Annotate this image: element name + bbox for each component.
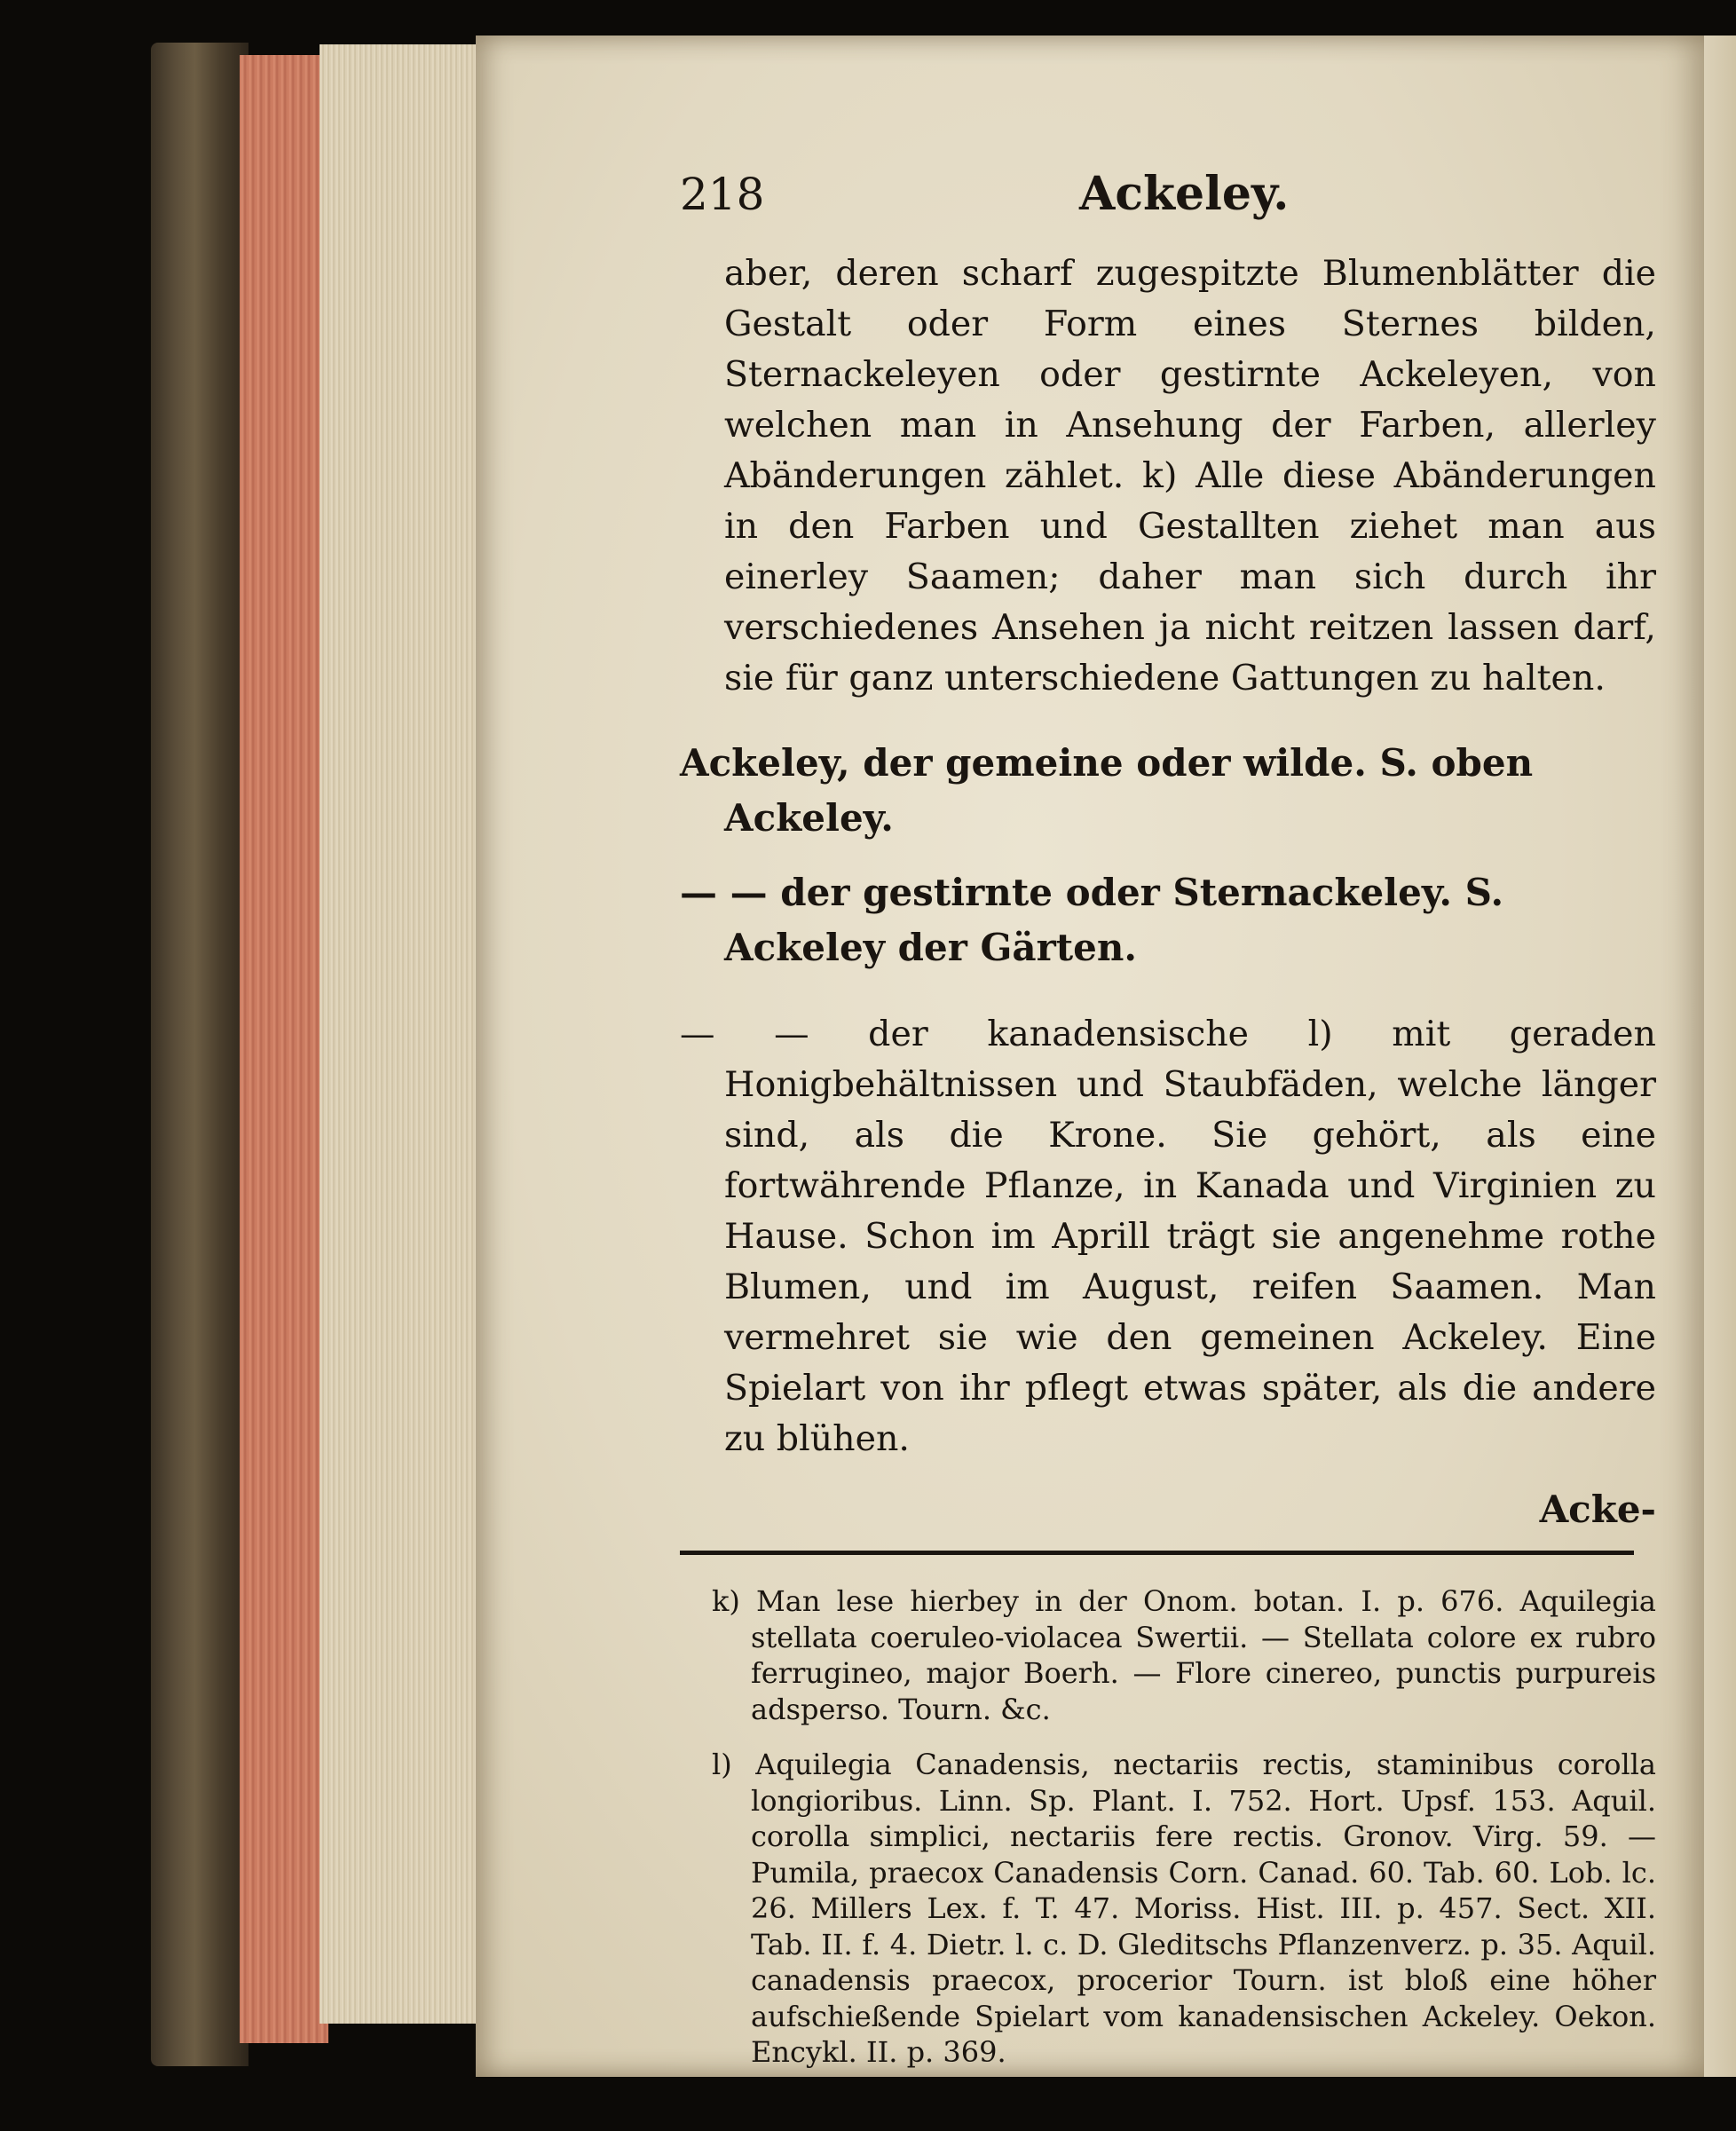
entry-ackeley-kanadensische: — — der kanadensische l) mit geraden Honigbehältnissen und Staubfäden, welche länger sind, als die Krone. Sie gehört, als eine fortwährende Pflanze, in Kanada und Virginien zu Hause. Schon im Aprill trägt sie angenehme rothe Blumen, und im August, reifen Saamen. Man vermehret sie wie den gemeinen Ackeley. Eine Spielart von ihr pflegt etwas später, als die andere zu blühen. bbox=[680, 1014, 1656, 1459]
page-number: 218 bbox=[680, 169, 765, 220]
page-stack bbox=[320, 44, 479, 2024]
footnote-k: k) Man lese hierbey in der Onom. botan. I. p. 676. Aquilegia stellata coeruleo-violacea Swertii. — Stellata colore ex rubro ferrugineo, major Boerh. — Flore cinereo, punctis purpureis adsperso. Tourn. &c. bbox=[712, 1584, 1656, 1726]
entry-ackeley-gestirnte: — — der gestirnte oder Sternackeley. S. Ackeley der Gärten. bbox=[680, 871, 1504, 969]
page-body bbox=[680, 249, 1656, 2071]
running-head: Ackeley. bbox=[1079, 167, 1290, 221]
book-page bbox=[476, 36, 1704, 2077]
body-paragraph: aber, deren scharf zugespitzte Blumenblätter die Gestalt oder Form eines Sternes bilden, Sternackeleyen oder gestirnte Ackeleyen, von welchen man in Ansehung der Farben, allerley Abänderungen zählet. k) Alle diese Abänderungen in den Farben und Gestallten ziehet man aus einerley Saamen; daher man sich durch ihr verschiedenes Ansehen ja nicht reitzen lassen darf, sie für ganz unterschiedene Gattungen zu halten. bbox=[724, 253, 1656, 698]
catchword: Acke- bbox=[1539, 1488, 1656, 1531]
book-spine bbox=[151, 43, 249, 2066]
entry-ackeley-gemeine: Ackeley, der gemeine oder wilde. S. oben Ackeley. bbox=[680, 741, 1534, 840]
footnote-l: l) Aquilegia Canadensis, nectariis rectis, staminibus corolla longioribus. Linn. Sp. Plant. I. 752. Hort. Upsf. 153. Aquil. corolla simplici, nectariis fere rectis. Gronov. Virg. 59. — Pumila, praecox Canadensis Corn. Canad. 60. Tab. 60. Lob. lc. 26. Millers Lex. f. T. 47. Moriss. Hist. III. p. 457. Sect. XII. Tab. II. f. 4. Dietr. l. c. D. Gleditschs Pflanzenverz. p. 35. Aquil. canadensis praecox, procerior Tourn. ist bloß eine höher aufschießende Spielart vom kanadensischen Ackeley. Oekon. Encykl. II. p. 369. bbox=[712, 1748, 1656, 2069]
footnote-rule bbox=[680, 1551, 1634, 1555]
page-edges-red bbox=[240, 55, 328, 2043]
